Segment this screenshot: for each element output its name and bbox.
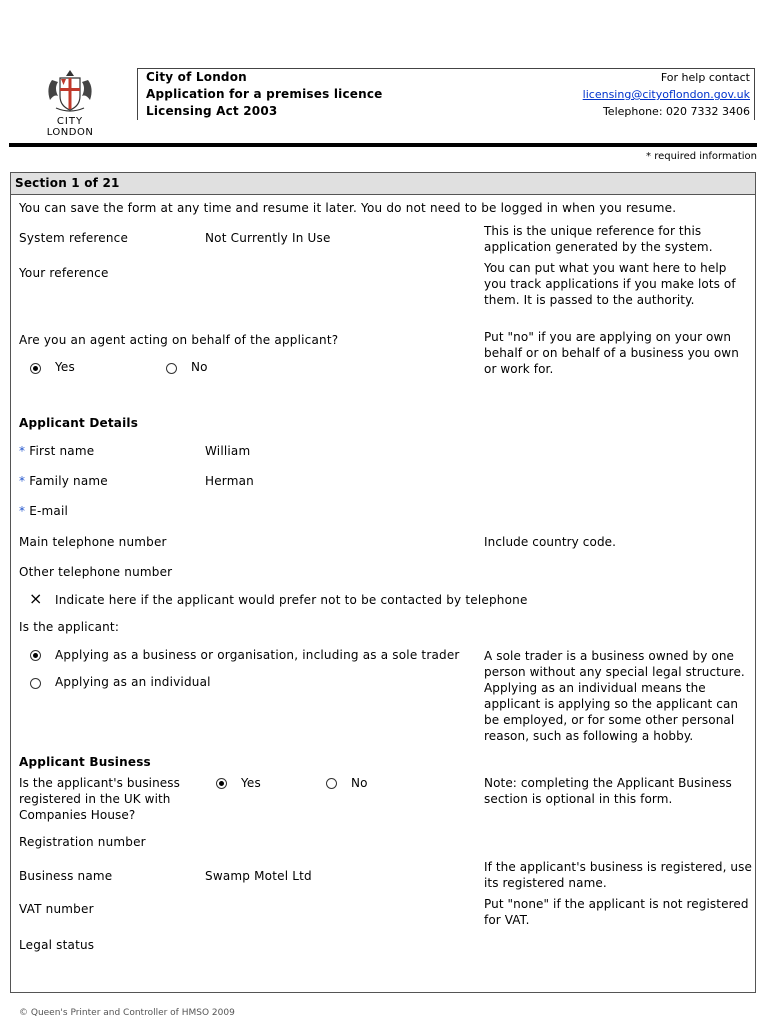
business-option-label: Applying as a business or organisation, including as a sole trader bbox=[55, 648, 460, 662]
vat-help: Put "none" if the applicant is not registered for VAT. bbox=[484, 897, 749, 927]
other-phone-label: Other telephone number bbox=[19, 565, 173, 579]
first-name-label-text: First name bbox=[29, 444, 95, 458]
main-phone-input[interactable] bbox=[200, 531, 470, 553]
agent-yes-radio[interactable] bbox=[30, 363, 41, 374]
header-box bbox=[137, 68, 755, 120]
business-name-label: Business name bbox=[19, 869, 113, 883]
registration-number-label: Registration number bbox=[19, 835, 146, 849]
system-reference-label: System reference bbox=[19, 231, 129, 245]
registered-yes-radio[interactable] bbox=[216, 778, 227, 789]
help-phone: Telephone: 020 7332 3406 bbox=[602, 105, 750, 118]
business-name-value[interactable]: Swamp Motel Ltd bbox=[205, 869, 312, 883]
title-line-2: Application for a premises licence bbox=[146, 87, 383, 101]
business-name-help: If the applicant's business is registered, use its registered name. bbox=[484, 860, 752, 890]
vat-number-input[interactable] bbox=[200, 898, 470, 920]
other-phone-input[interactable] bbox=[200, 561, 470, 583]
your-reference-label: Your reference bbox=[19, 266, 109, 280]
logo-text-london: LONDON bbox=[46, 127, 94, 138]
header-divider bbox=[9, 143, 757, 147]
main-phone-label: Main telephone number bbox=[19, 535, 167, 549]
main-phone-help: Include country code. bbox=[484, 535, 617, 549]
vat-number-label: VAT number bbox=[19, 902, 94, 916]
system-reference-value: Not Currently In Use bbox=[205, 231, 331, 245]
copyright-footer: © Queen's Printer and Controller of HMSO 2009 bbox=[19, 1008, 235, 1018]
your-reference-input[interactable] bbox=[200, 260, 470, 284]
business-option-radio[interactable] bbox=[30, 650, 41, 661]
title-line-3: Licensing Act 2003 bbox=[146, 104, 278, 118]
family-name-label-text: Family name bbox=[29, 474, 108, 488]
family-name-value[interactable]: Herman bbox=[205, 474, 254, 488]
first-name-value[interactable]: William bbox=[205, 444, 251, 458]
system-reference-help: This is the unique reference for this application generated by the system. bbox=[484, 224, 713, 254]
legal-status-input[interactable] bbox=[200, 934, 470, 956]
individual-option-label: Applying as an individual bbox=[55, 675, 211, 689]
crest-icon bbox=[40, 66, 100, 114]
required-star: * bbox=[19, 474, 26, 488]
no-contact-checkbox[interactable]: × bbox=[29, 589, 43, 608]
title-line-1: City of London bbox=[146, 70, 247, 84]
registered-no-radio[interactable] bbox=[326, 778, 337, 789]
legal-status-label: Legal status bbox=[19, 938, 95, 952]
email-label-text: E-mail bbox=[29, 504, 69, 518]
section-intro: You can save the form at any time and resume it later. You do not need to be logged in when you resume. bbox=[19, 201, 677, 215]
registered-help: Note: completing the Applicant Business section is optional in this form. bbox=[484, 776, 732, 806]
applicant-business-heading: Applicant Business bbox=[19, 755, 151, 769]
family-name-label bbox=[19, 474, 108, 488]
is-applicant-label: Is the applicant: bbox=[19, 620, 120, 634]
agent-question: Are you an agent acting on behalf of the applicant? bbox=[19, 333, 339, 347]
first-name-label bbox=[19, 444, 94, 458]
applicant-type-help: A sole trader is a business owned by one person without any special legal structure. Applying as an individual means the applicant is applying so the applicant can be employed, or for some other personal reason, such as following a hobby. bbox=[484, 649, 745, 743]
registered-question: Is the applicant's business registered in the UK with Companies House? bbox=[19, 776, 180, 822]
your-reference-help: You can put what you want here to help you track applications if you make lots of them. It is passed to the authority. bbox=[484, 261, 736, 307]
applicant-details-heading: Applicant Details bbox=[19, 416, 139, 430]
agent-yes-label: Yes bbox=[55, 360, 75, 374]
help-email-link[interactable]: licensing@cityoflondon.gov.uk bbox=[582, 88, 750, 101]
registered-no-label: No bbox=[351, 776, 368, 790]
required-star: * bbox=[19, 504, 26, 518]
registration-number-input[interactable] bbox=[200, 831, 470, 853]
no-contact-label: Indicate here if the applicant would prefer not to be contacted by telephone bbox=[55, 593, 528, 607]
agent-no-label: No bbox=[191, 360, 208, 374]
logo-text-city: CITY bbox=[56, 116, 84, 127]
individual-option-radio[interactable] bbox=[30, 678, 41, 689]
agent-no-radio[interactable] bbox=[166, 363, 177, 374]
required-note: * required information bbox=[646, 151, 757, 162]
help-contact-label: For help contact bbox=[660, 71, 750, 84]
section-header-bar bbox=[10, 172, 756, 195]
email-label bbox=[19, 504, 68, 518]
required-star: * bbox=[19, 444, 26, 458]
email-input[interactable] bbox=[200, 500, 470, 522]
agent-help: Put "no" if you are applying on your own behalf or on behalf of a business you own or work for. bbox=[484, 330, 739, 376]
city-logo bbox=[40, 66, 100, 136]
section-title: Section 1 of 21 bbox=[15, 176, 120, 190]
registered-yes-label: Yes bbox=[241, 776, 261, 790]
